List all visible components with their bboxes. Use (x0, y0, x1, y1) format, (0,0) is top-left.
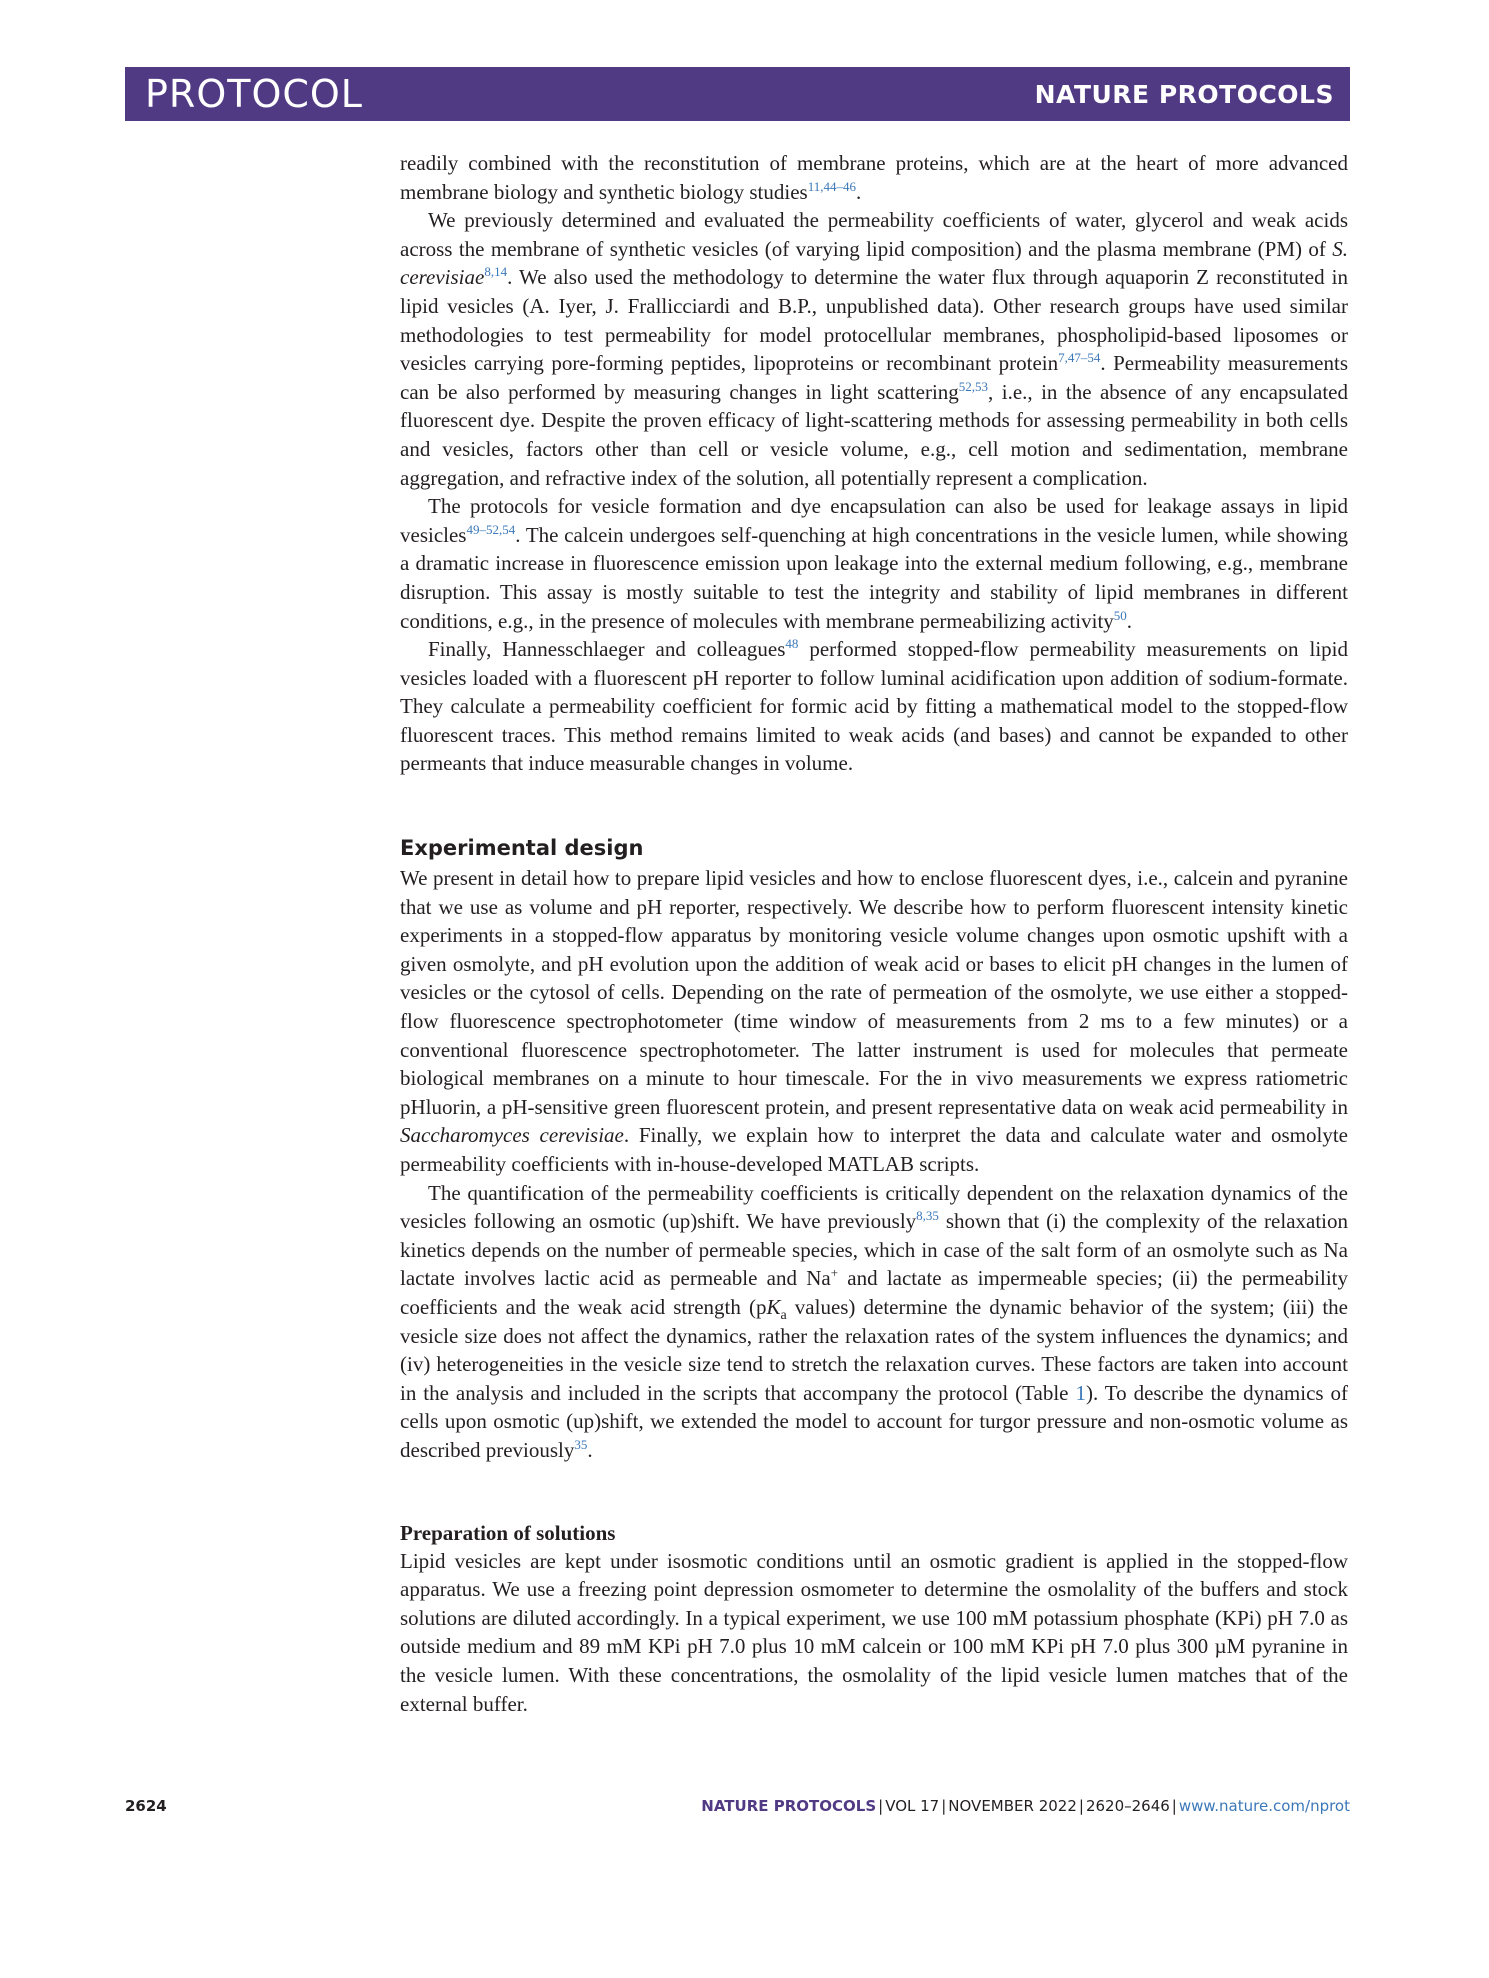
citation-link[interactable]: 50 (1113, 607, 1127, 623)
footer-journal-name: NATURE PROTOCOLS (701, 1797, 877, 1815)
footer-volume: VOL 17 (885, 1797, 940, 1815)
section-label: PROTOCOL (145, 72, 363, 116)
section-heading: Experimental design (400, 836, 644, 861)
paragraph: Lipid vesicles are kept under isosmotic conditions until an osmotic gradient is applied in the stopped-flow apparatus. We use a freezing point depression osmometer to determine the osmolality of the buffers and stock solutions are diluted accordingly. In a typical experiment, we use 100 mM potassium phosphate (KPi) pH 7.0 as outside medium and 89 mM KPi pH 7.0 plus 10 mM calcein or 100 mM KPi pH 7.0 plus 300 µM pyranine in the vesicle lumen. With these concentrations, the osmolality of the lipid vesicle lumen matches that of the external buffer. (400, 1548, 1348, 1716)
paragraph: The protocols for vesicle formation and dye encapsulation can also be used for leakage assays in lipid vesicles$^{49-52,54}$. The calcein undergoes self-quenching at high concentrations in the vesicle lumen, while showing a dramatic increase in fluorescence emission upon leakage into the external medium following, e.g., membrane disruption. This assay is mostly suitable to test the integrity and stability of lipid membranes in different conditions, e.g., in the presence of molecules with membrane permeabilizing activity$^{50}$. (400, 494, 1348, 633)
header-banner (125, 67, 1350, 121)
table-link[interactable]: 1 (1075, 1380, 1086, 1405)
journal-url-link[interactable]: www.nature.com/nprot (1178, 1797, 1350, 1815)
journal-citation (701, 1797, 1350, 1815)
charge-superscript: + (830, 1265, 839, 1281)
citation-link[interactable]: 35 (574, 1436, 588, 1452)
paragraph: We present in detail how to prepare lipid vesicles and how to enclose fluorescent dyes, i.e., calcein and pyranine that we use as volume and pH reporter, respectively. We describe how to perform fluorescent intensity kinetic experiments in a stopped-flow apparatus by monitoring vesicle volume changes upon osmotic upshift with a given osmolyte, and pH evolution upon the addition of weak acid or bases to elicit pH changes in the lumen of vesicles or the cytosol of cells. Depending on the rate of permeation of the osmolyte, we use either a stopped-flow fluorescence spectrophotometer (time window of measurements from 2 ms to a few minutes) or a conventional fluorescence spectrophotometer. The latter instrument is used for molecules that permeate biological membranes on a minute to hour timescale. For the in vivo measurements we express ratiometric pHluorin, a pH-sensitive green fluorescent protein, and present representative data on weak acid permeability in Saccharomyces cerevisiae. Finally, we explain how to interpret the data and calculate water and osmolyte permeability coefficients with in-house-developed MATLAB scripts. (400, 866, 1348, 1176)
page-footer (125, 1797, 1350, 1821)
species-name: Saccharomyces cerevisiae (400, 1123, 624, 1148)
citation-link[interactable]: 8,14 (484, 264, 508, 280)
subsection-heading: Preparation of solutions (400, 1520, 616, 1545)
separator: | (1171, 1797, 1177, 1815)
citation-link[interactable]: 49–52,54 (466, 521, 516, 537)
citation-link[interactable]: 7,47–54 (1058, 350, 1101, 366)
paragraph: We previously determined and evaluated the permeability coefficients of water, glycerol and weak acids across the membrane of synthetic vesicles (of varying lipid composition) and the plasma membrane (PM) of S. cerevisiae$^{8,14}$. We also used the methodology to determine the water flux through aquaporin Z reconstituted in lipid vesicles (A. Iyer, J. Frallicciardi and B.P., unpublished data). Other research groups have used similar methodologies to test permeability for model protocellular membranes, phospholipid-based liposomes or vesicles carrying pore-forming peptides, lipoproteins or recombinant protein$^{7,47-54}$. Permeability measurements can be also performed by measuring changes in light scattering$^{52,53}$, i.e., in the absence of any encapsulated fluorescent dye. Despite the proven efficacy of light-scattering methods for assessing permeability in both cells and vesicles, factors other than cell or vesicle volume, e.g., cell motion and sedimentation, membrane aggregation, and refractive index of the solution, all potentially represent a complication. (400, 208, 1348, 490)
citation-link[interactable]: 8,35 (916, 1208, 939, 1224)
pka-symbol: K (766, 1294, 781, 1319)
separator: | (941, 1797, 947, 1815)
citation-link[interactable]: 11,44–46 (807, 178, 856, 194)
paragraph: The quantification of the permeability coefficients is critically dependent on the relaxation dynamics of the vesicles following an osmotic (up)shift. We have previously$^{8,35}$ shown that (i) the complexity of the relaxation kinetics depends on the number of permeable species, which in case of the salt form of an osmolyte such as Na lactate involves lactic acid as permeable and Na+ and lactate as impermeable species; (ii) the permeability coefficients and the weak acid strength ($pK_a$ values) determine the dynamic behavior of the system; (iii) the vesicle size does not affect the dynamics, rather the relaxation rates of the system influences the dynamics; and (iv) heterogeneities in the vesicle size tend to stretch the relaxation curves. These factors are taken into account in the analysis and included in the scripts that accompany the protocol (Table 1). To describe the dynamics of cells upon osmotic (up)shift, we extended the model to account for turgor pressure and non-osmotic volume as described previously$^{35}$. (400, 1180, 1349, 1462)
paragraph: Finally, Hannesschlaeger and colleagues$^{48}$ performed stopped-flow permeability measurements on lipid vesicles loaded with a fluorescent pH reporter to follow luminal acidification upon addition of sodium-formate. They calculate a permeability coefficient for formic acid by fitting a mathematical model to the stopped-flow fluorescent traces. This method remains limited to weak acids (and bases) and cannot be expanded to other permeants that induce measurable changes in volume. (400, 636, 1348, 776)
citation-link[interactable]: 52,53 (958, 378, 989, 394)
journal-title: NATURE PROTOCOLS (1034, 79, 1334, 109)
separator: | (878, 1797, 884, 1815)
article-body (400, 149, 1348, 1718)
citation-link[interactable]: 48 (785, 636, 799, 652)
paragraph: readily combined with the reconstitution of membrane proteins, which are at the heart of more advanced membrane biology and synthetic biology studies$^{11,44-46}$. (400, 151, 1348, 204)
page-number: 2624 (125, 1797, 167, 1815)
footer-date: NOVEMBER 2022 (948, 1797, 1077, 1815)
separator: | (1078, 1797, 1084, 1815)
footer-pages: 2620–2646 (1085, 1797, 1170, 1815)
pka-subscript: a (780, 1308, 787, 1324)
species-name: S. cerevisiae (400, 236, 1348, 290)
